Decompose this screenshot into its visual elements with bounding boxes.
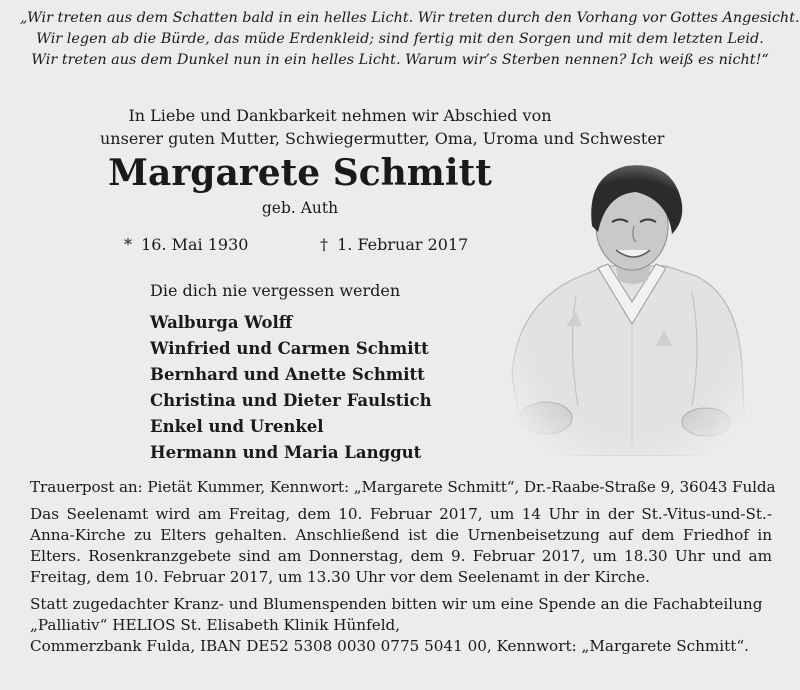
mourners-list bbox=[150, 310, 432, 466]
birth-date-text: 16. Mai 1930 bbox=[141, 235, 249, 254]
mourner-name: Enkel und Urenkel bbox=[150, 417, 324, 436]
farewell-intro bbox=[100, 104, 665, 150]
death-date bbox=[320, 234, 468, 256]
death-cross-icon: † bbox=[320, 235, 328, 254]
mourning-post-address: Trauerpost an: Pietät Kummer, Kennwort: „Margarete Schmitt“, Dr.-Raabe-Straße 9, 36043 Fulda bbox=[30, 478, 776, 496]
birth-star-icon: * bbox=[124, 235, 132, 254]
mourner-name: Hermann und Maria Langgut bbox=[150, 443, 422, 462]
birth-name: geb. Auth bbox=[261, 199, 339, 217]
intro-line-1: In Liebe und Dankbarkeit nehmen wir Abschied von bbox=[128, 106, 552, 125]
mourner-name: Winfried und Carmen Schmitt bbox=[150, 339, 429, 358]
birth-date bbox=[124, 234, 248, 256]
intro-line-2: unserer guten Mutter, Schwiegermutter, Oma, Uroma und Schwester bbox=[100, 129, 665, 148]
poem-line-3: Wir treten aus dem Dunkel nun in ein helles Licht. Warum wir’s Sterben nennen? Ich weiß es nicht!“ bbox=[31, 52, 769, 68]
mourner-name: Bernhard und Anette Schmitt bbox=[150, 365, 425, 384]
poem-line-2: Wir legen ab die Bürde, das müde Erdenkleid; sind fertig mit den Sorgen und mit dem letzten Leid. bbox=[36, 31, 764, 47]
donation-line-2: „Palliativ“ HELIOS St. Elisabeth Klinik Hünfeld, bbox=[30, 616, 401, 634]
deceased-name: Margarete Schmitt bbox=[108, 152, 492, 194]
mourners-heading: Die dich nie vergessen werden bbox=[150, 281, 401, 300]
donation-line-3: Commerzbank Fulda, IBAN DE52 5308 0030 0775 5041 00, Kennwort: „Margarete Schmitt“. bbox=[30, 637, 749, 655]
notices bbox=[30, 477, 776, 657]
mourner-name: Christina und Dieter Faulstich bbox=[150, 391, 432, 410]
poem bbox=[20, 8, 800, 71]
requiem-mass-info: Das Seelenamt wird am Freitag, dem 10. Februar 2017, um 14 Uhr in der St.-Vitus-und-St.-Anna-Kirche zu Elters gehalten. Anschließend ist die Urnenbeisetzung auf dem Friedhof in Elters. Rosenkranzgebete sind am Donnerstag, dem 9. Februar 2017, um 18.30 Uhr und am Freitag, dem 10. Februar 2017, um 13.30 Uhr vor dem Seelenamt in der Kirche. bbox=[30, 505, 772, 586]
mourner-name: Walburga Wolff bbox=[150, 313, 293, 332]
donation-request bbox=[30, 594, 772, 657]
poem-line-1: „Wir treten aus dem Schatten bald in ein helles Licht. Wir treten durch den Vorhang vor Gottes Angesicht. bbox=[20, 10, 800, 26]
death-date-text: 1. Februar 2017 bbox=[337, 235, 469, 254]
portrait-photo bbox=[506, 156, 756, 456]
donation-line-1: Statt zugedachter Kranz- und Blumenspenden bitten wir um eine Spende an die Fachabteilung bbox=[30, 595, 763, 613]
